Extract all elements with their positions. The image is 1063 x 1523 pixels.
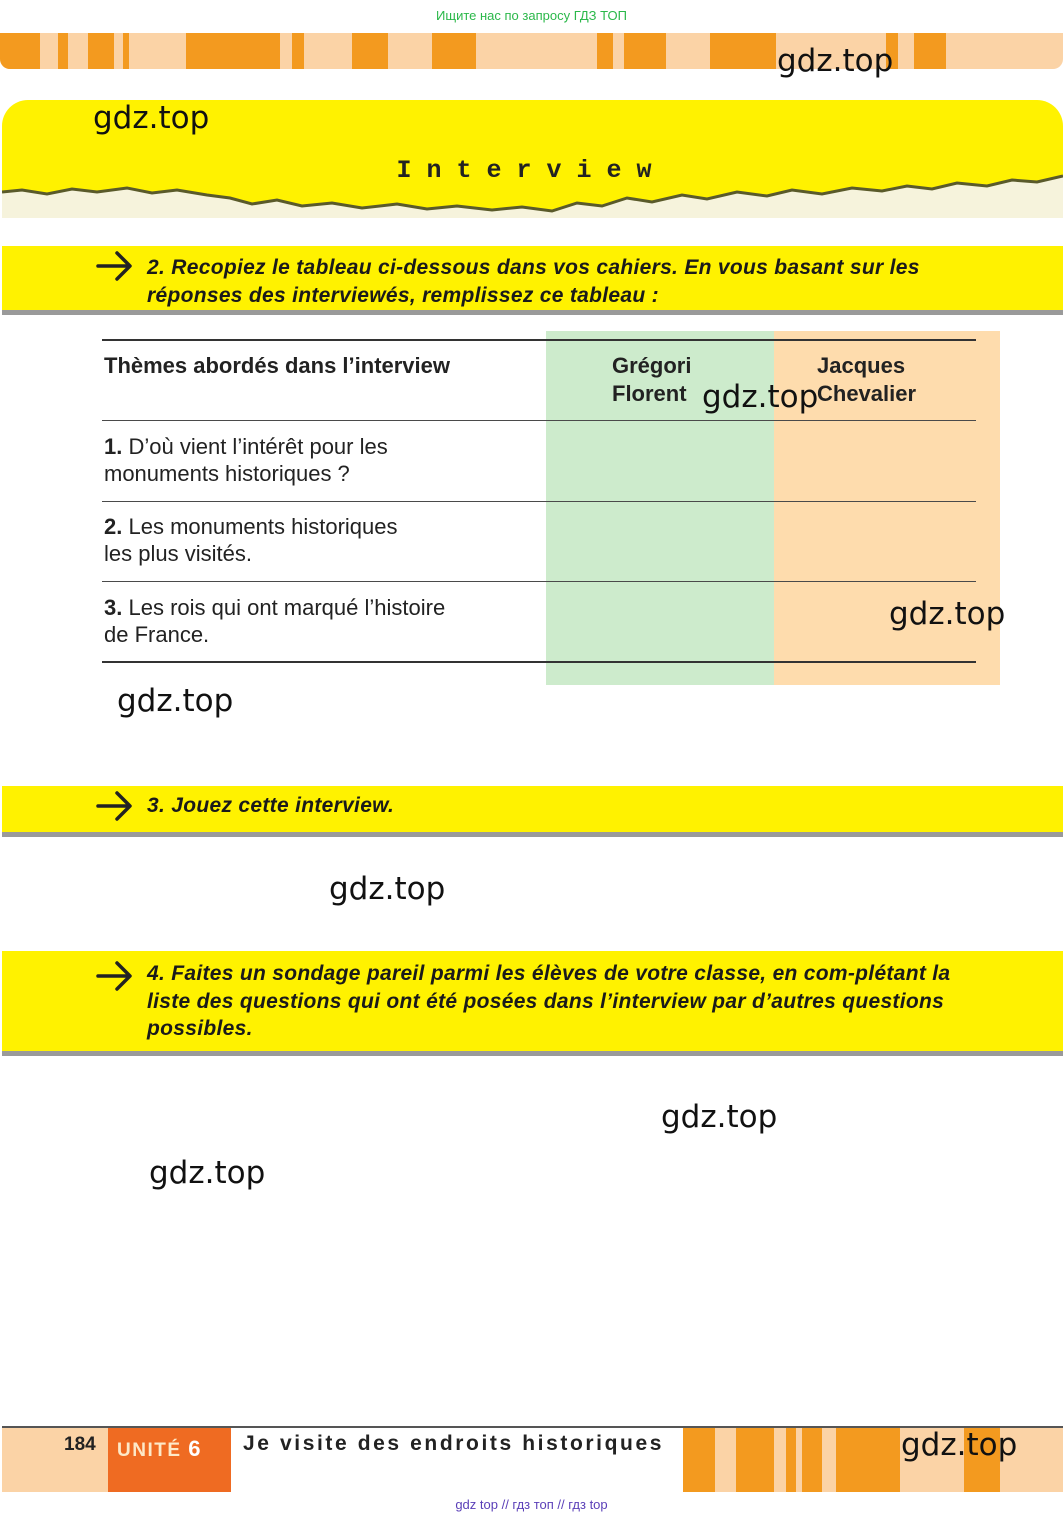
arrow-right-icon [95,788,135,824]
task-3-text: 3. Jouez cette interview. [147,794,395,817]
unit-title: Je visite des endroits historiques [243,1432,665,1455]
top-stripe-banner [0,33,1063,69]
arrow-right-icon [95,958,135,994]
watermark: gdz.top [93,100,210,136]
table-header-person-1: Grégori Florent [612,353,692,406]
task-4-band [2,951,1063,1056]
watermark: gdz.top [329,871,446,907]
watermark: gdz.top [702,379,819,415]
unit-label: UNITÉ 6 [117,1436,203,1461]
watermark: gdz.top [901,1427,1018,1463]
watermark: gdz.top [117,683,234,719]
watermark: gdz.top [149,1155,266,1191]
table-row: 1. D’où vient l’intérêt pour les monuments historiques ? [104,434,388,486]
watermark: gdz.top [889,596,1006,632]
table-rule [102,581,976,582]
watermark: gdz.top [661,1099,778,1135]
arrow-right-icon [95,248,135,284]
page-number: 184 [64,1434,96,1455]
search-hint: Ищите нас по запросу ГДЗ ТОП [436,8,627,23]
task-4-text: 4. Faites un sondage pareil parmi les élèves de votre classe, en com-plétant la liste des questions qui ont été posées dans l’interview par d’autres questions possibles. [147,962,951,1040]
table-rule [102,420,976,421]
watermark: gdz.top [777,43,894,79]
table-row: 2. Les monuments historiques les plus visités. [104,514,398,566]
table-rule [102,501,976,502]
table-row: 3. Les rois qui ont marqué l’histoire de France. [104,595,446,647]
task-2-band [2,246,1063,315]
task-3-band [2,786,1063,837]
page-title: Interview [396,156,667,185]
table-header-person-2: Jacques Chevalier [817,353,917,406]
table-rule [102,661,976,663]
bottom-links: gdz top // гдз топ // гдз top [455,1497,608,1512]
task-2-text: 2. Recopiez le tableau ci-dessous dans vos cahiers. En vous basant sur les réponses des interviewés, remplissez ce tableau : [147,256,920,307]
table-rule [102,339,976,341]
table-header-themes: Thèmes abordés dans l’interview [104,353,451,378]
